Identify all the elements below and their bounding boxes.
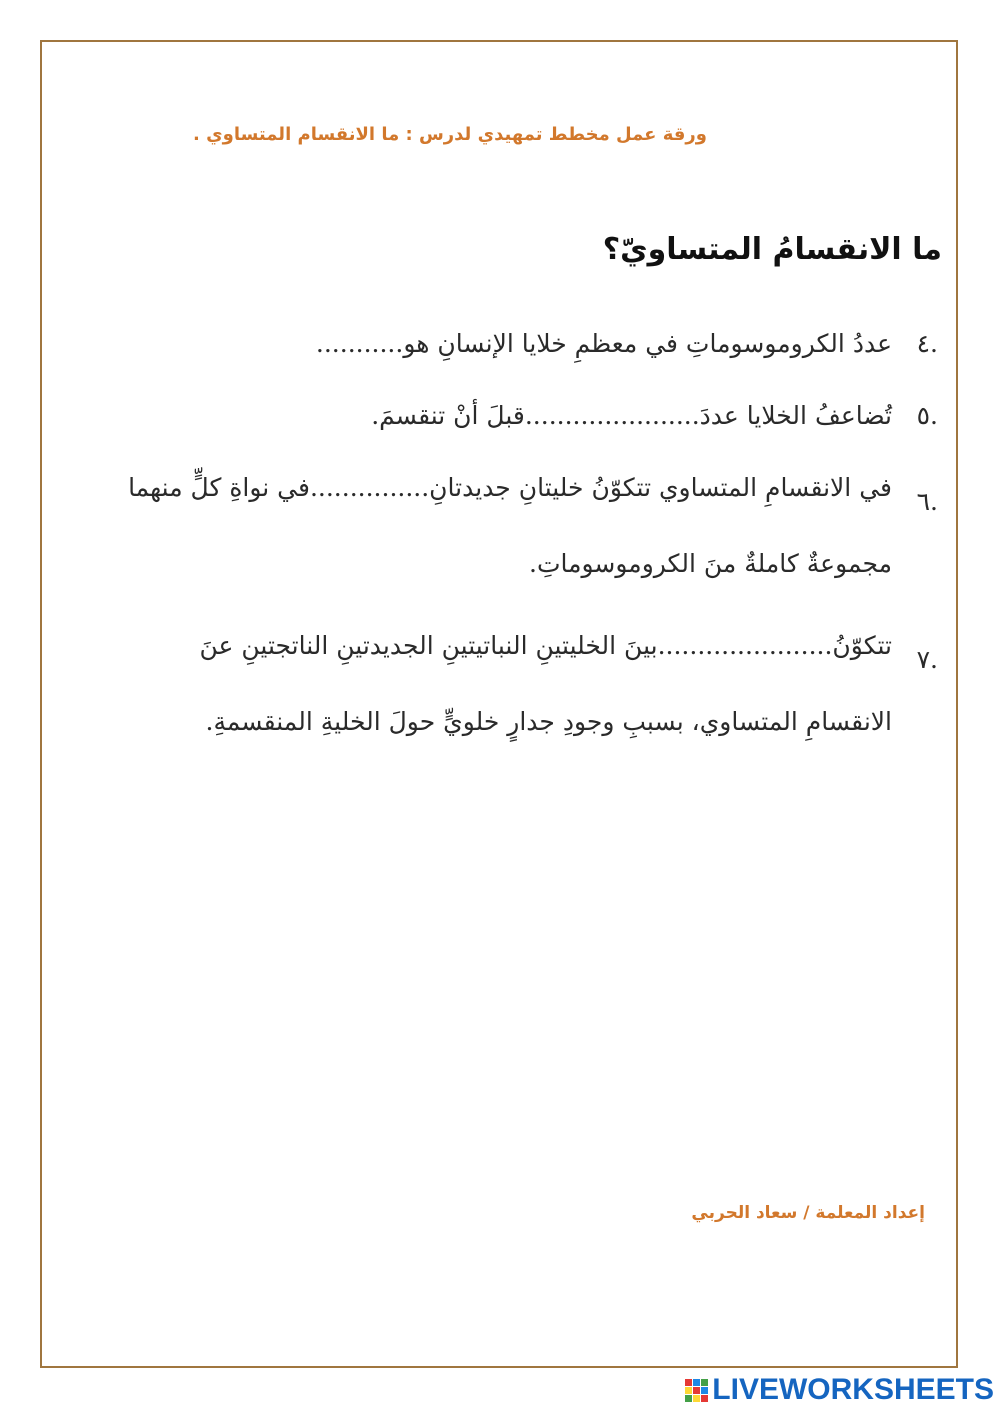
- liveworksheets-logo-icon: [685, 1379, 708, 1402]
- question-text: تُضاعفُ الخلايا عددَ......................قبلَ أنْ تنقسمَ.: [371, 401, 892, 430]
- question-list: [118, 320, 938, 780]
- question-item: [118, 622, 938, 760]
- question-text: عددُ الكروموسوماتِ في معظمِ خلايا الإنسانِ هو...........: [315, 329, 892, 358]
- liveworksheets-watermark[interactable]: [685, 1373, 994, 1407]
- question-number: .٥: [916, 401, 938, 430]
- question-item: [118, 464, 938, 602]
- author-credit: إعداد المعلمة / سعاد الحربي: [691, 1203, 925, 1223]
- question-item: [118, 320, 938, 368]
- question-text: تتكوّنُ......................بينَ الخليتينِ النباتيتينِ الجديدتينِ الناتجتينِ عنَ الانقسامِ المتساوي، بسببِ وجودِ جدارٍ خلويٍّ حولَ الخليةِ المنقسمةِ.: [199, 631, 892, 736]
- worksheet-heading: ورقة عمل مخطط تمهيدي لدرس : ما الانقسام المتساوي .: [193, 124, 707, 145]
- question-number: .٤: [916, 329, 938, 358]
- question-text: في الانقسامِ المتساوي تتكوّنُ خليتانِ جديدتانِ...............في نواةِ كلٍّ منهما مجموعةٌ كاملةٌ منَ الكروموسوماتِ.: [128, 473, 892, 578]
- question-item: [118, 392, 938, 440]
- question-title: ما الانقسامُ المتساويّ؟: [602, 232, 942, 267]
- question-number: .٧: [916, 645, 938, 674]
- brand-name: LIVEWORKSHEETS: [712, 1373, 994, 1406]
- question-number: .٦: [916, 487, 938, 516]
